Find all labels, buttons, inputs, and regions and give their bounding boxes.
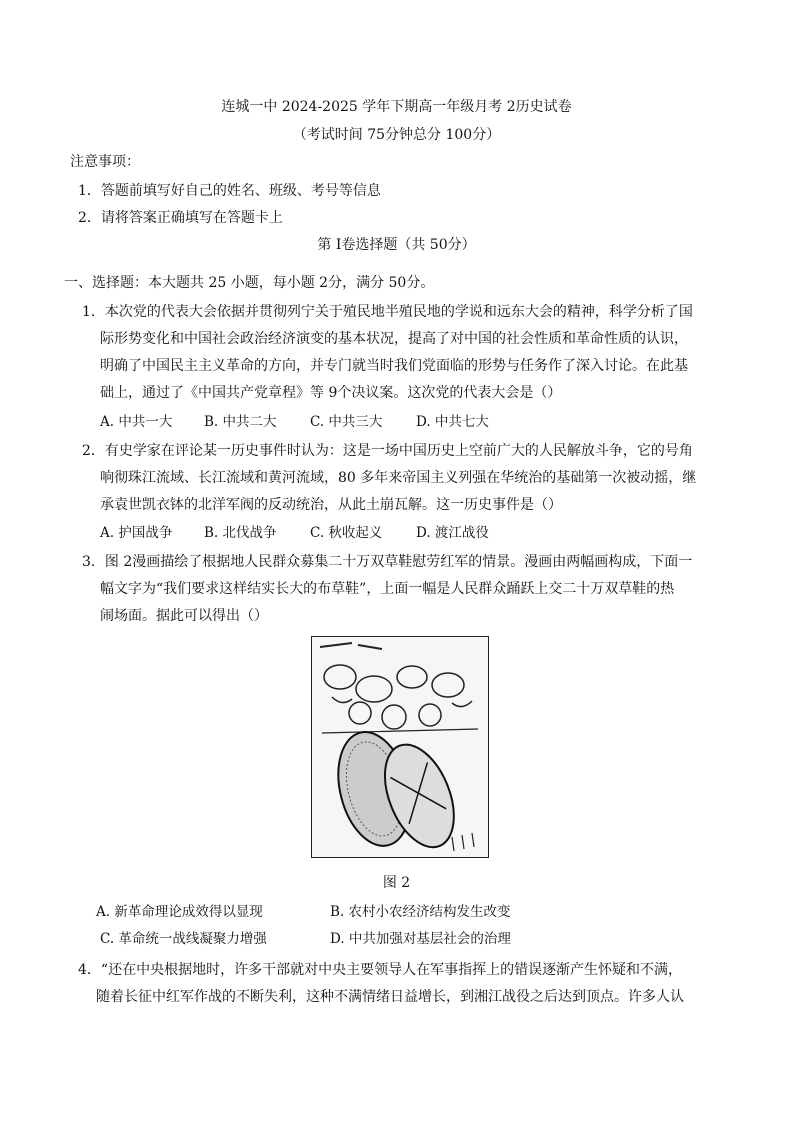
q1-option-c: C. 中共三大	[310, 414, 383, 430]
q1-option-d: D. 中共七大	[416, 414, 489, 430]
q1-line: 际形势变化和中国社会政治经济演变的基本状况，提高了对中国的社会性质和革命性质的认识，	[100, 331, 688, 347]
q3-line: 3．图 2漫画描绘了根据地人民群众募集二十万双草鞋慰劳红军的情景。漫画由两幅画构成，下面一	[82, 554, 693, 570]
q4-line: 4．“还在中央根据地时，许多干部就对中央主要领导人在军事指挥上的错误逐渐产生怀疑和不满，	[78, 962, 683, 978]
q2-option-c: C. 秋收起义	[310, 525, 383, 541]
q3-line: 闹场面。据此可以得出（）	[100, 608, 268, 624]
q1-option-a: A. 中共一大	[100, 414, 173, 430]
q1-line: 础上，通过了《中国共产党章程》等 9个决议案。这次党的代表大会是（）	[100, 385, 562, 401]
q4-line: 随着长征中红军作战的不断失利，这种不满情绪日益增长，到湘江战役之后达到顶点。许多人认	[96, 989, 684, 1005]
q3-option-a: A. 新革命理论成效得以显现	[96, 904, 263, 920]
q1-line: 1．本次党的代表大会依据并贯彻列宁关于殖民地半殖民地的学说和远东大会的精神，科学分析了国	[82, 304, 693, 320]
figure-caption: 图 2	[382, 875, 411, 891]
q2-option-a: A. 护国战争	[100, 525, 173, 541]
q2-option-d: D. 渡江战役	[416, 525, 489, 541]
q3-option-b: B. 农村小农经济结构发生改变	[330, 904, 511, 920]
notes-item: 2．请将答案正确填写在答题卡上	[78, 210, 283, 226]
q1-option-b: B. 中共二大	[204, 414, 277, 430]
notes-heading: 注意事项：	[70, 154, 140, 170]
q3-line: 幅文字为“我们要求这样结实长大的布草鞋”，上面一幅是人民群众踊跃上交二十万双草鞋的热	[100, 581, 675, 597]
section-title: 第 I卷选择题（共 50分）	[317, 237, 476, 253]
cartoon-figure	[311, 636, 489, 858]
q2-option-b: B. 北伐战争	[204, 525, 277, 541]
exam-subtitle: （考试时间 75分钟总分 100分）	[292, 127, 501, 143]
cartoon-drawing	[312, 637, 488, 857]
q1-line: 明确了中国民主主义革命的方向，并专门就当时我们党面临的形势与任务作了深入讨论。在此基	[100, 358, 688, 374]
q2-line: 2．有史学家在评论某一历史事件时认为：这是一场中国历史上空前广大的人民解放斗争，它的号角	[82, 443, 693, 459]
exam-title: 连城一中 2024-2025 学年下期高一年级月考 2历史试卷	[221, 99, 572, 115]
q3-option-d: D. 中共加强对基层社会的治理	[330, 931, 511, 947]
part-intro: 一、选择题：本大题共 25 小题，每小题 2分，满分 50分。	[64, 275, 435, 291]
q2-line: 承袁世凯衣钵的北洋军阀的反动统治，从此土崩瓦解。这一历史事件是（）	[100, 497, 562, 513]
q2-line: 响彻珠江流域、长江流域和黄河流域，80 多年来帝国主义列强在华统治的基础第一次被动摇，继	[100, 470, 697, 486]
q3-option-c: C. 革命统一战线凝聚力增强	[100, 931, 267, 947]
notes-item: 1．答题前填写好自己的姓名、班级、考号等信息	[78, 183, 381, 199]
